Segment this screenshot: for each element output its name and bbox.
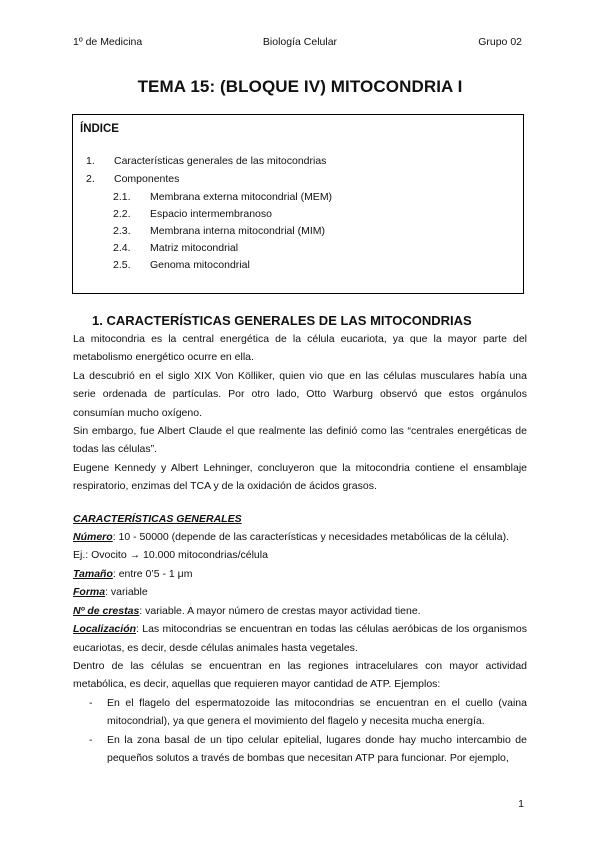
index-item-text: Membrana externa mitocondrial (MEM): [150, 191, 333, 203]
numero-line: [73, 528, 527, 546]
forma-text: : variable: [105, 586, 148, 599]
section-body: [73, 330, 527, 767]
paragraph-discovery: La descubrió en el siglo XIX Von Kölliker, quien vio que en las células musculares había una serie ordenada de partículas. Por otro lado, Otto Warburg observó que estos orgánulos consumían mucho oxígeno.: [73, 369, 527, 419]
tamano-line: [73, 565, 527, 583]
tamano-label: Tamaño: [73, 567, 113, 580]
crestas-line: [73, 602, 527, 620]
numero-text: : 10 - 50000 (depende de las características y necesidades metabólicas de la célula).: [112, 531, 510, 544]
index-heading: ÍNDICE: [80, 123, 119, 135]
index-item-number: 2.3.: [113, 225, 131, 237]
numero-label: Número: [73, 531, 113, 544]
localizacion-text: : Las mitocondrias se encuentran en todas las células aeróbicas de los organismos eucariotas, es decir, desde células animales hasta vegetales.: [73, 623, 527, 654]
localizacion-paragraph: [73, 620, 527, 657]
sub-heading-wrapper: [73, 510, 527, 528]
dash-bullet: -: [89, 733, 93, 746]
header-group: Grupo 02: [478, 36, 522, 48]
paragraph-claude: Sin embargo, fue Albert Claude el que realmente las definió como las “centrales energéticas de todas las células”.: [73, 425, 527, 456]
header-subject: Biología Celular: [262, 36, 338, 48]
page-number: 1: [518, 798, 524, 810]
forma-line: [73, 583, 527, 601]
index-box: [72, 114, 524, 294]
crestas-text: : variable. A mayor número de crestas mayor actividad tiene.: [139, 604, 421, 617]
list-item: [73, 694, 527, 731]
index-item-text: Espacio intermembranoso: [150, 208, 272, 220]
sub-heading: CARACTERÍSTICAS GENERALES: [73, 512, 242, 525]
index-item-text: Membrana interna mitocondrial (MIM): [150, 225, 326, 237]
index-item-text: Características generales de las mitocondrias: [114, 155, 327, 167]
list-item-text: En la zona basal de un tipo celular epitelial, lugares donde hay mucho intercambio de pequeños solutos a través de bombas que necesitan ATP para funcionar. Por ejemplo,: [107, 733, 527, 764]
index-item-text: Genoma mitocondrial: [150, 259, 250, 271]
index-item-number: 2.1.: [113, 191, 131, 203]
index-item-text: Matriz mitocondrial: [150, 242, 239, 254]
forma-label: Forma: [73, 586, 106, 599]
index-item-number: 2.5.: [113, 259, 131, 271]
paragraph-kennedy: Eugene Kennedy y Albert Lehninger, concluyeron que la mitocondria contiene el ensamblaje respiratorio, enzimas del TCA y de la oxidación de ácidos grasos.: [73, 461, 527, 493]
tamano-text: : entre 0’5 - 1 μm: [112, 567, 193, 580]
localizacion-label: Localización: [73, 623, 137, 636]
examples-list: [73, 694, 527, 768]
paragraph-intro: La mitocondria es la central energética de la célula eucariota, ya que la mayor parte del metabolismo energético ocurre en ella.: [73, 333, 527, 364]
header-course: 1º de Medicina: [73, 36, 143, 48]
dash-bullet: -: [89, 696, 93, 709]
index-item-number: 2.4.: [113, 242, 131, 254]
index-item-number: 2.: [86, 173, 95, 185]
intracellular-paragraph: Dentro de las células se encuentran en las regiones intracelulares con mayor actividad metabólica, es decir, aquellas que requieren mayor cantidad de ATP. Ejemplos:: [73, 659, 527, 691]
index-item-number: 1.: [86, 155, 95, 167]
list-item: [73, 731, 527, 768]
section-title: 1. CARACTERÍSTICAS GENERALES DE LAS MITOCONDRIAS: [92, 313, 472, 328]
index-item-number: 2.2.: [113, 208, 131, 220]
crestas-label: Nº de crestas: [73, 604, 140, 617]
page-title: TEMA 15: (BLOQUE IV) MITOCONDRIA I: [137, 77, 463, 96]
index-item-text: Componentes: [114, 173, 180, 185]
list-item-text: En el flagelo del espermatozoide las mitocondrias se encuentran en el cuello (vaina mitocondrial), ya que genera el movimiento del flagelo y necesita mucha energía.: [107, 696, 527, 728]
example-line: Ej.: Ovocito → 10.000 mitocondrias/célula: [73, 549, 268, 562]
